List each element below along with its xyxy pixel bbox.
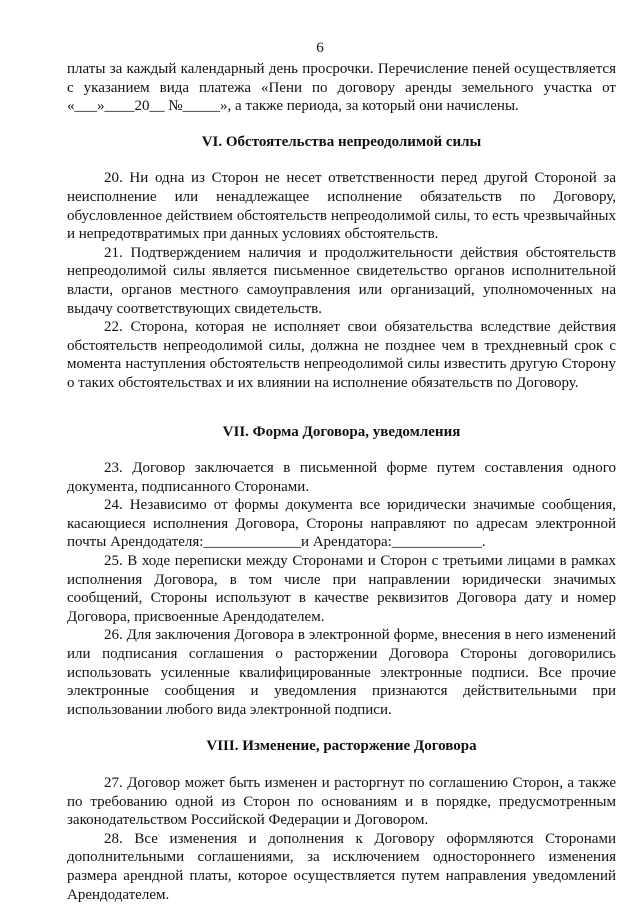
- section-8-heading: VIII. Изменение, расторжение Договора: [206, 738, 477, 755]
- clause-21: 21. Подтверждением наличия и продолжительности действия обстоятельств непреодолимой силы является письменное свидетельство органов исполнительной власти, органов местного самоуправления или организаций, уполномоченных на выдачу соответствующих свидетельств.: [67, 244, 616, 317]
- clause-20: 20. Ни одна из Сторон не несет ответственности перед другой Стороной за неисполнение или ненадлежащее исполнение обязательств по Договору, обусловленное действием обстоятельств непреодолимой силы, то есть чрезвычайных и непредотвратимых при данных условиях обстоятельств.: [67, 170, 616, 243]
- clause-25: 25. В ходе переписки между Сторонами и Сторон с третьими лицами в рамках исполнения Договора, в том числе при направлении юридически значимых сообщений, Стороны используют в качестве реквизитов Договора дату и номер Договора, присвоенные Арендодателем.: [67, 553, 616, 625]
- clause-27: 27. Договор может быть изменен и расторгнут по соглашению Сторон, а также по требованию одной из Сторон по основаниям и в порядке, предусмотренным законодательством Российской Федерации и Договором.: [67, 775, 616, 829]
- clause-28: 28. Все изменения и дополнения к Договору оформляются Сторонами дополнительными соглашениями, за исключением одностороннего изменения размера арендной платы, которое осуществляется путем направления уведомлений Арендодателем.: [67, 830, 616, 903]
- clause-22: 22. Сторона, которая не исполняет свои обязательства вследствие действия обстоятельств непреодолимой силы, должна не позднее чем в трехдневный срок с момента наступления обстоятельств непреодолимой силы известить другую Сторону о таких обстоятельствах и их влиянии на исполнение обязательств по Договору.: [67, 319, 616, 391]
- clause-23: 23. Договор заключается в письменной форме путем составления одного документа, подписанного Сторонами.: [67, 460, 616, 495]
- section-6-heading: VI. Обстоятельства непреодолимой силы: [201, 133, 482, 150]
- clause-26: 26. Для заключения Договора в электронной форме, внесения в него изменений или подписания соглашения о расторжении Договора Стороны договорились использовать усиленные квалифицированные электронные подписи. Все прочие электронные сообщения и уведомления признаются действительными при использовании любого вида электронной подписи.: [67, 627, 616, 718]
- clause-24: 24. Независимо от формы документа все юридически значимые сообщения, касающиеся исполнения Договора, Стороны направляют по адресам электронной почты Арендодателя:_____________и Арендатора:____________.: [67, 497, 616, 551]
- section-7-heading: VII. Форма Договора, уведомления: [222, 423, 461, 440]
- page-number: 6: [316, 40, 324, 56]
- document-body: [67, 60, 616, 904]
- intro-paragraph: платы за каждый календарный день просрочки. Перечисление пеней осуществляется с указанием вида платежа «Пени по договору аренды земельного участка от «___»____20__ №_____», а также периода, за который они начислены.: [67, 61, 616, 115]
